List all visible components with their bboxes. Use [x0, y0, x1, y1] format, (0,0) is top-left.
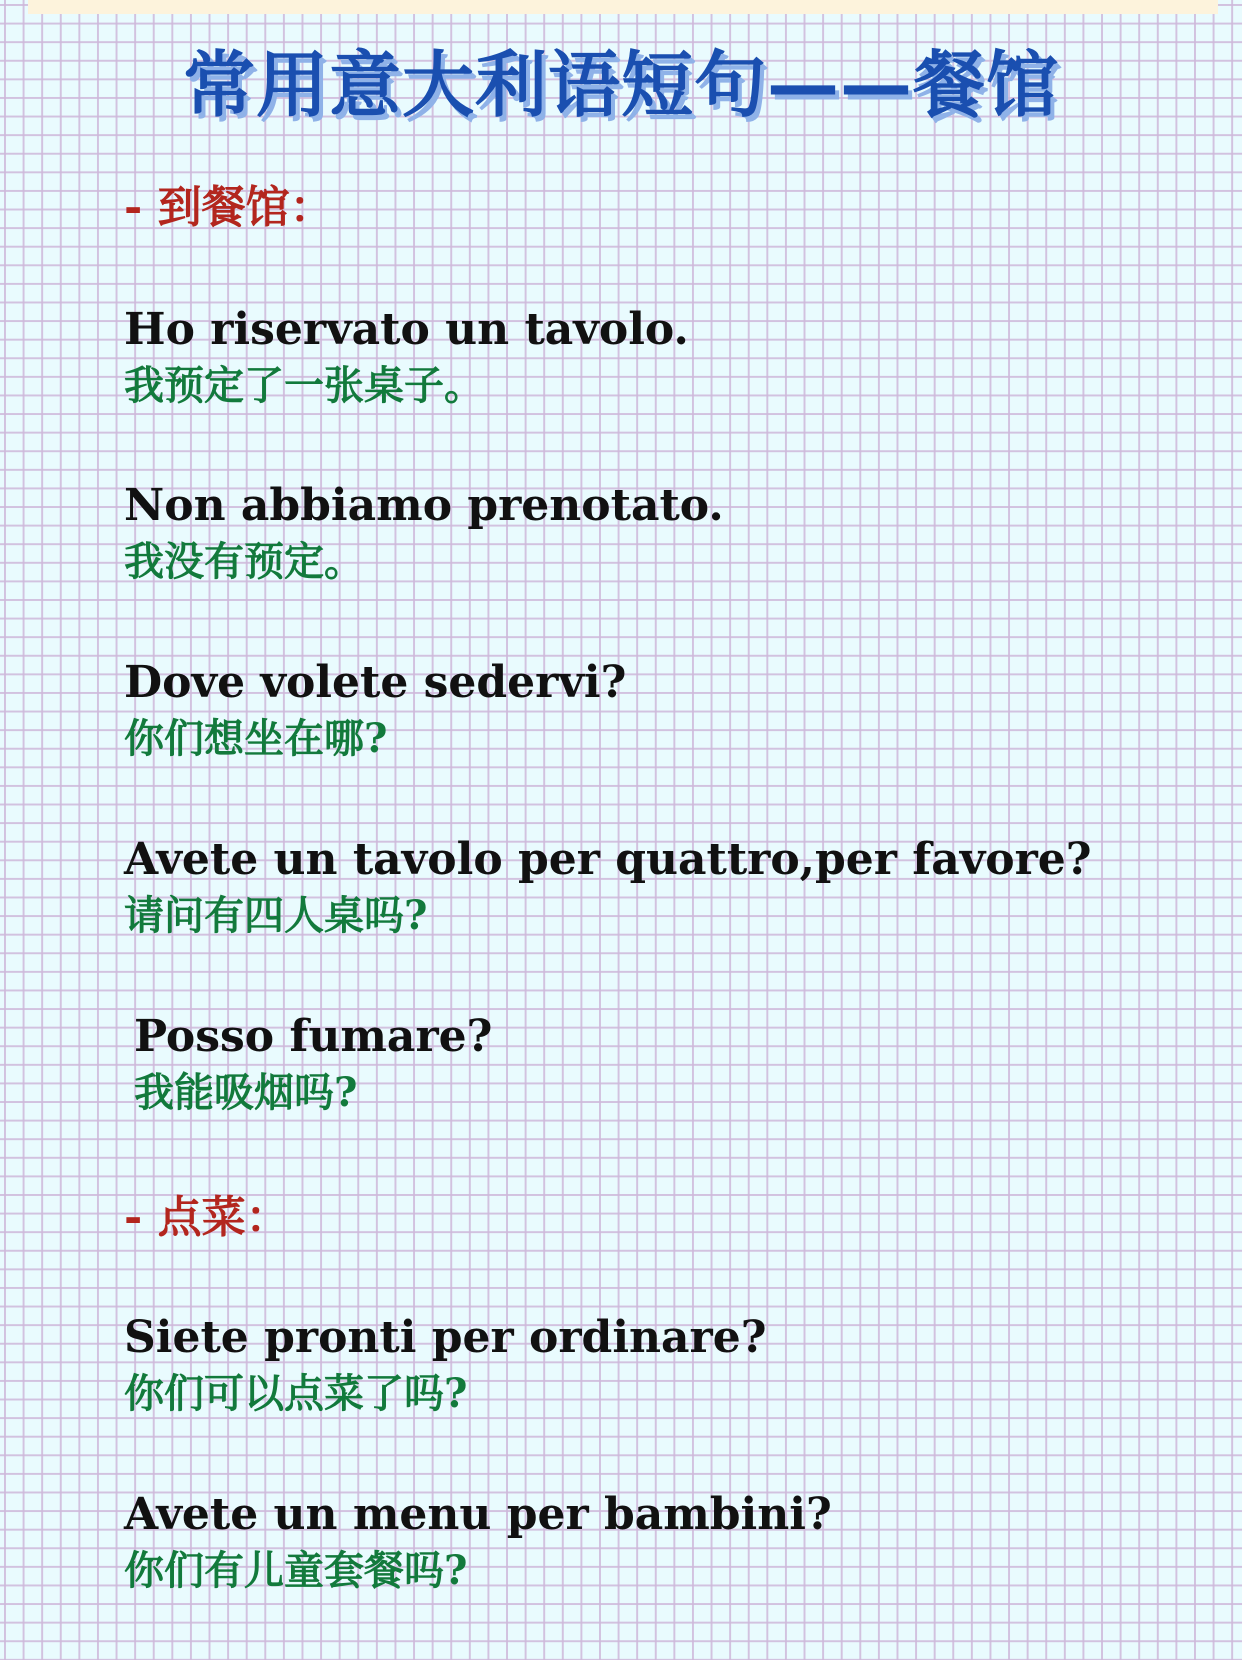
- phrase-3: [124, 655, 626, 767]
- top-strip: [28, 0, 1218, 14]
- phrase-chinese: 请问有四人桌吗?: [124, 892, 428, 939]
- phrase-chinese: 你们可以点菜了吗?: [124, 1370, 468, 1417]
- phrase-2: [124, 478, 724, 590]
- phrase-chinese: 你们有儿童套餐吗?: [124, 1547, 468, 1594]
- phrase-italian: Non abbiamo prenotato.: [124, 480, 724, 531]
- phrase-italian: Posso fumare?: [134, 1011, 493, 1062]
- phrase-chinese: 我能吸烟吗?: [134, 1069, 358, 1116]
- phrase-4: [124, 832, 1092, 944]
- section-heading-arrival: - 到餐馆：: [124, 182, 334, 233]
- phrase-italian: Dove volete sedervi?: [124, 657, 627, 708]
- phrase-italian: Siete pronti per ordinare?: [124, 1312, 767, 1363]
- phrase-italian: Avete un menu per bambini?: [124, 1489, 832, 1540]
- section-heading-ordering: - 点菜：: [124, 1192, 290, 1243]
- phrase-1: [124, 302, 689, 414]
- phrase-5: [134, 1009, 492, 1121]
- phrase-6: [124, 1310, 767, 1422]
- phrase-italian: Ho riservato un tavolo.: [124, 304, 689, 355]
- phrase-chinese: 你们想坐在哪?: [124, 715, 388, 762]
- phrase-chinese: 我没有预定。: [124, 538, 364, 585]
- phrase-chinese: 我预定了一张桌子。: [124, 362, 484, 409]
- phrase-7: [124, 1487, 832, 1599]
- page-title: 常用意大利语短句——餐馆: [182, 43, 1059, 127]
- phrase-italian: Avete un tavolo per quattro,per favore?: [124, 834, 1092, 885]
